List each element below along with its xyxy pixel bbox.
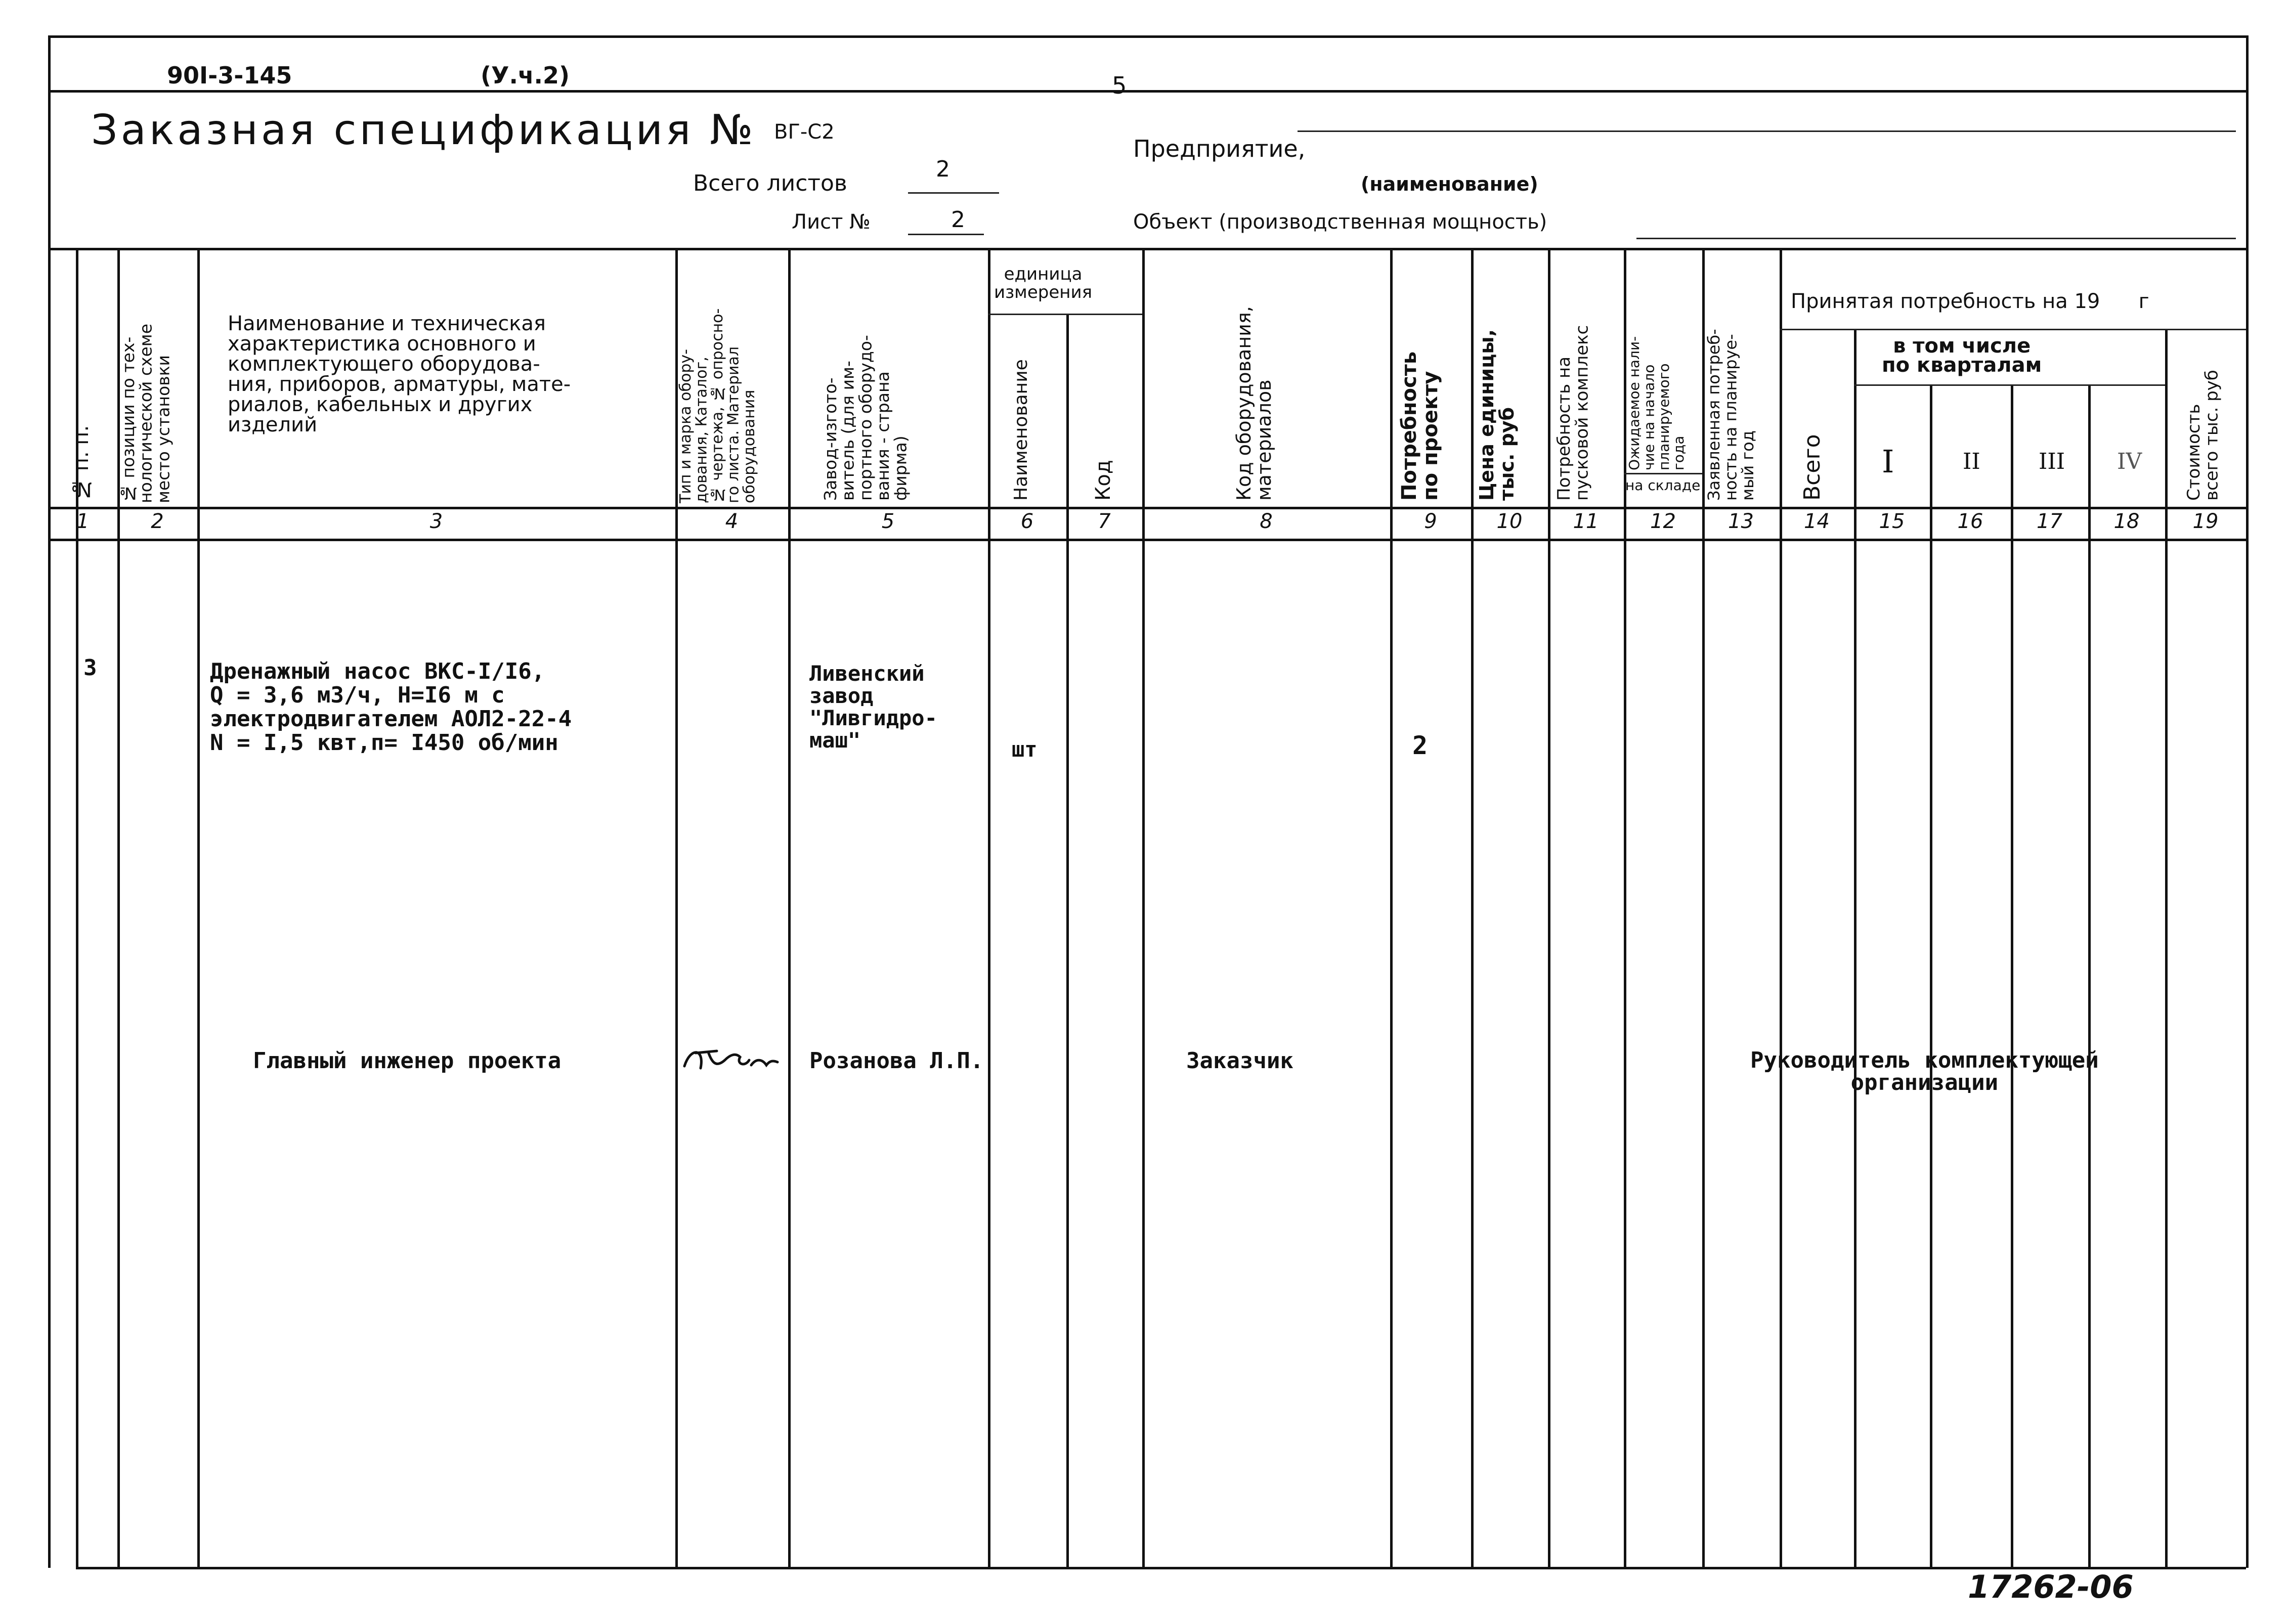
col-number: 2 xyxy=(151,510,164,533)
col-header-11: Потребность на пусковой комплекс xyxy=(1554,325,1592,501)
col-header-6: Наименование xyxy=(1011,359,1031,501)
col-header-1: № п. п. xyxy=(70,425,93,501)
col-sep xyxy=(1066,314,1069,1568)
col-number: 19 xyxy=(2192,510,2219,533)
col-header-7: Код xyxy=(1092,460,1115,501)
frame-right-line xyxy=(2246,35,2249,1568)
col-header-10: Цена единицы, тыс. руб xyxy=(1476,329,1518,501)
col-sep xyxy=(2088,384,2091,1568)
enterprise-caption: (наименование) xyxy=(1361,173,1538,195)
col-header-13: Заявленная потреб- ность на планируе- мый год xyxy=(1704,329,1758,501)
col-header-9: Потребность по проекту xyxy=(1398,351,1442,501)
col-sep xyxy=(1471,248,1474,1568)
col-number: 6 xyxy=(1020,510,1034,533)
header-divider xyxy=(48,90,2246,93)
col-header-12: Ожидаемое нали- чие на начало планируемого года xyxy=(1626,336,1688,470)
sheets-total-underline xyxy=(908,192,999,194)
enterprise-label: Предприятие, xyxy=(1133,135,1306,162)
col-number: 7 xyxy=(1098,510,1111,533)
col-header-2: № позиции по тех- нологической схеме место установки xyxy=(118,323,174,503)
col-header-8: Код оборудования, материалов xyxy=(1233,306,1275,501)
column-numbers-bottom xyxy=(48,539,2246,541)
handwritten-signature xyxy=(680,1042,782,1077)
col-number: 15 xyxy=(1879,510,1905,533)
col-header-5: Завод-изгото- витель (для им- портного оборудо- вания - страна фирма) xyxy=(820,335,911,501)
col-header-12-sub: на складе xyxy=(1625,477,1701,494)
chief-engineer-label: Главный инженер проекта xyxy=(253,1048,562,1074)
row-manufacturer: Ливенский завод "Ливгидро- маш" xyxy=(809,661,937,753)
sheet-value: 2 xyxy=(951,207,965,233)
col-sep xyxy=(197,248,200,1568)
object-label: Объект (производственная мощность) xyxy=(1133,210,1547,234)
col-number: 12 xyxy=(1650,510,1676,533)
col-header-15: I xyxy=(1882,443,1894,480)
col-header-3: Наименование и техническая характеристика основного и комплектующего оборудова- ния, приборов, арматуры, мате- риалов, кабельных и других изделий xyxy=(228,312,571,436)
col-header-19: Стоимость всего тыс. руб xyxy=(2184,370,2222,501)
column-numbers-top xyxy=(48,507,2246,509)
customer-label: Заказчик xyxy=(1186,1048,1293,1074)
col-header-18: IV xyxy=(2117,449,2142,474)
col-sep xyxy=(1930,384,1932,1568)
row-position: 3 xyxy=(83,655,97,681)
col-number: 14 xyxy=(1804,510,1830,533)
sheets-total-label: Всего листов xyxy=(693,170,847,196)
col-number: 1 xyxy=(76,510,90,533)
col-header-17: III xyxy=(2039,449,2065,474)
quarters-group-line xyxy=(1854,384,2165,386)
col-header-4: Тип и марка обору- дования, Каталог, № чертежа, № опросно- го листа. Материал оборудования xyxy=(677,308,758,503)
frame-top-line xyxy=(48,35,2246,38)
doc-code: 90I-3-145 xyxy=(167,62,292,89)
archive-number: 17262-06 xyxy=(1968,1568,2134,1605)
row-quantity: 2 xyxy=(1412,731,1428,760)
sheets-total-value: 2 xyxy=(936,156,950,182)
col-number: 3 xyxy=(429,510,443,533)
frame-bottom-line xyxy=(76,1567,2246,1569)
row-name-line-4: N = I,5 квт,п= I450 об/мин xyxy=(210,730,558,756)
frame-left-line xyxy=(48,35,51,1568)
stock-sub-line xyxy=(1624,473,1702,474)
quarters-group-header: в том числе по кварталам xyxy=(1882,334,2042,377)
sheet-label: Лист № xyxy=(792,210,871,234)
col-number: 11 xyxy=(1573,510,1599,533)
col-number: 13 xyxy=(1728,510,1754,533)
title-block-divider xyxy=(48,248,2246,250)
row-name-line-2: Q = 3,6 м3/ч, Н=I6 м с xyxy=(210,682,505,708)
col-number: 5 xyxy=(881,510,895,533)
col-number: 16 xyxy=(1957,510,1983,533)
col-sep xyxy=(1548,248,1550,1568)
col-number: 9 xyxy=(1424,510,1437,533)
col-number: 18 xyxy=(2113,510,2140,533)
accepted-group-line xyxy=(1780,329,2246,330)
col-sep xyxy=(788,248,791,1568)
col-sep xyxy=(1142,248,1145,1568)
row-name-line-3: электродвигателем АОЛ2-22-4 xyxy=(210,706,572,732)
enterprise-underline xyxy=(1298,130,2236,132)
spec-title: Заказная спецификация № xyxy=(91,106,756,154)
unit-group-header: единица измерения xyxy=(994,264,1093,302)
sheet-underline xyxy=(908,234,984,235)
supplier-label: Руководитель комплектующей организации xyxy=(1750,1047,2099,1095)
col-sep xyxy=(2011,384,2013,1568)
col-number: 4 xyxy=(725,510,739,533)
row-name-line-1: Дренажный насос ВКС-I/I6, xyxy=(210,659,545,684)
col-sep xyxy=(1780,248,1782,1568)
col-number: 10 xyxy=(1496,510,1523,533)
unit-group-line xyxy=(988,314,1142,315)
col-header-16: II xyxy=(1963,449,1980,474)
col-sep xyxy=(988,248,990,1568)
col-number: 8 xyxy=(1260,510,1273,533)
col-header-14: Всего xyxy=(1799,434,1825,501)
spec-number: ВГ-С2 xyxy=(774,120,835,144)
issue-mark: (У.ч.2) xyxy=(481,62,570,89)
col-number: 17 xyxy=(2037,510,2062,533)
object-underline xyxy=(1636,238,2236,239)
chief-engineer-name: Розанова Л.П. xyxy=(809,1048,984,1074)
page-number: 5 xyxy=(1112,72,1127,99)
col-sep xyxy=(1390,248,1393,1568)
accepted-group-header: Принятая потребность на 19 г xyxy=(1791,290,2149,313)
row-unit: шт xyxy=(1012,737,1038,762)
